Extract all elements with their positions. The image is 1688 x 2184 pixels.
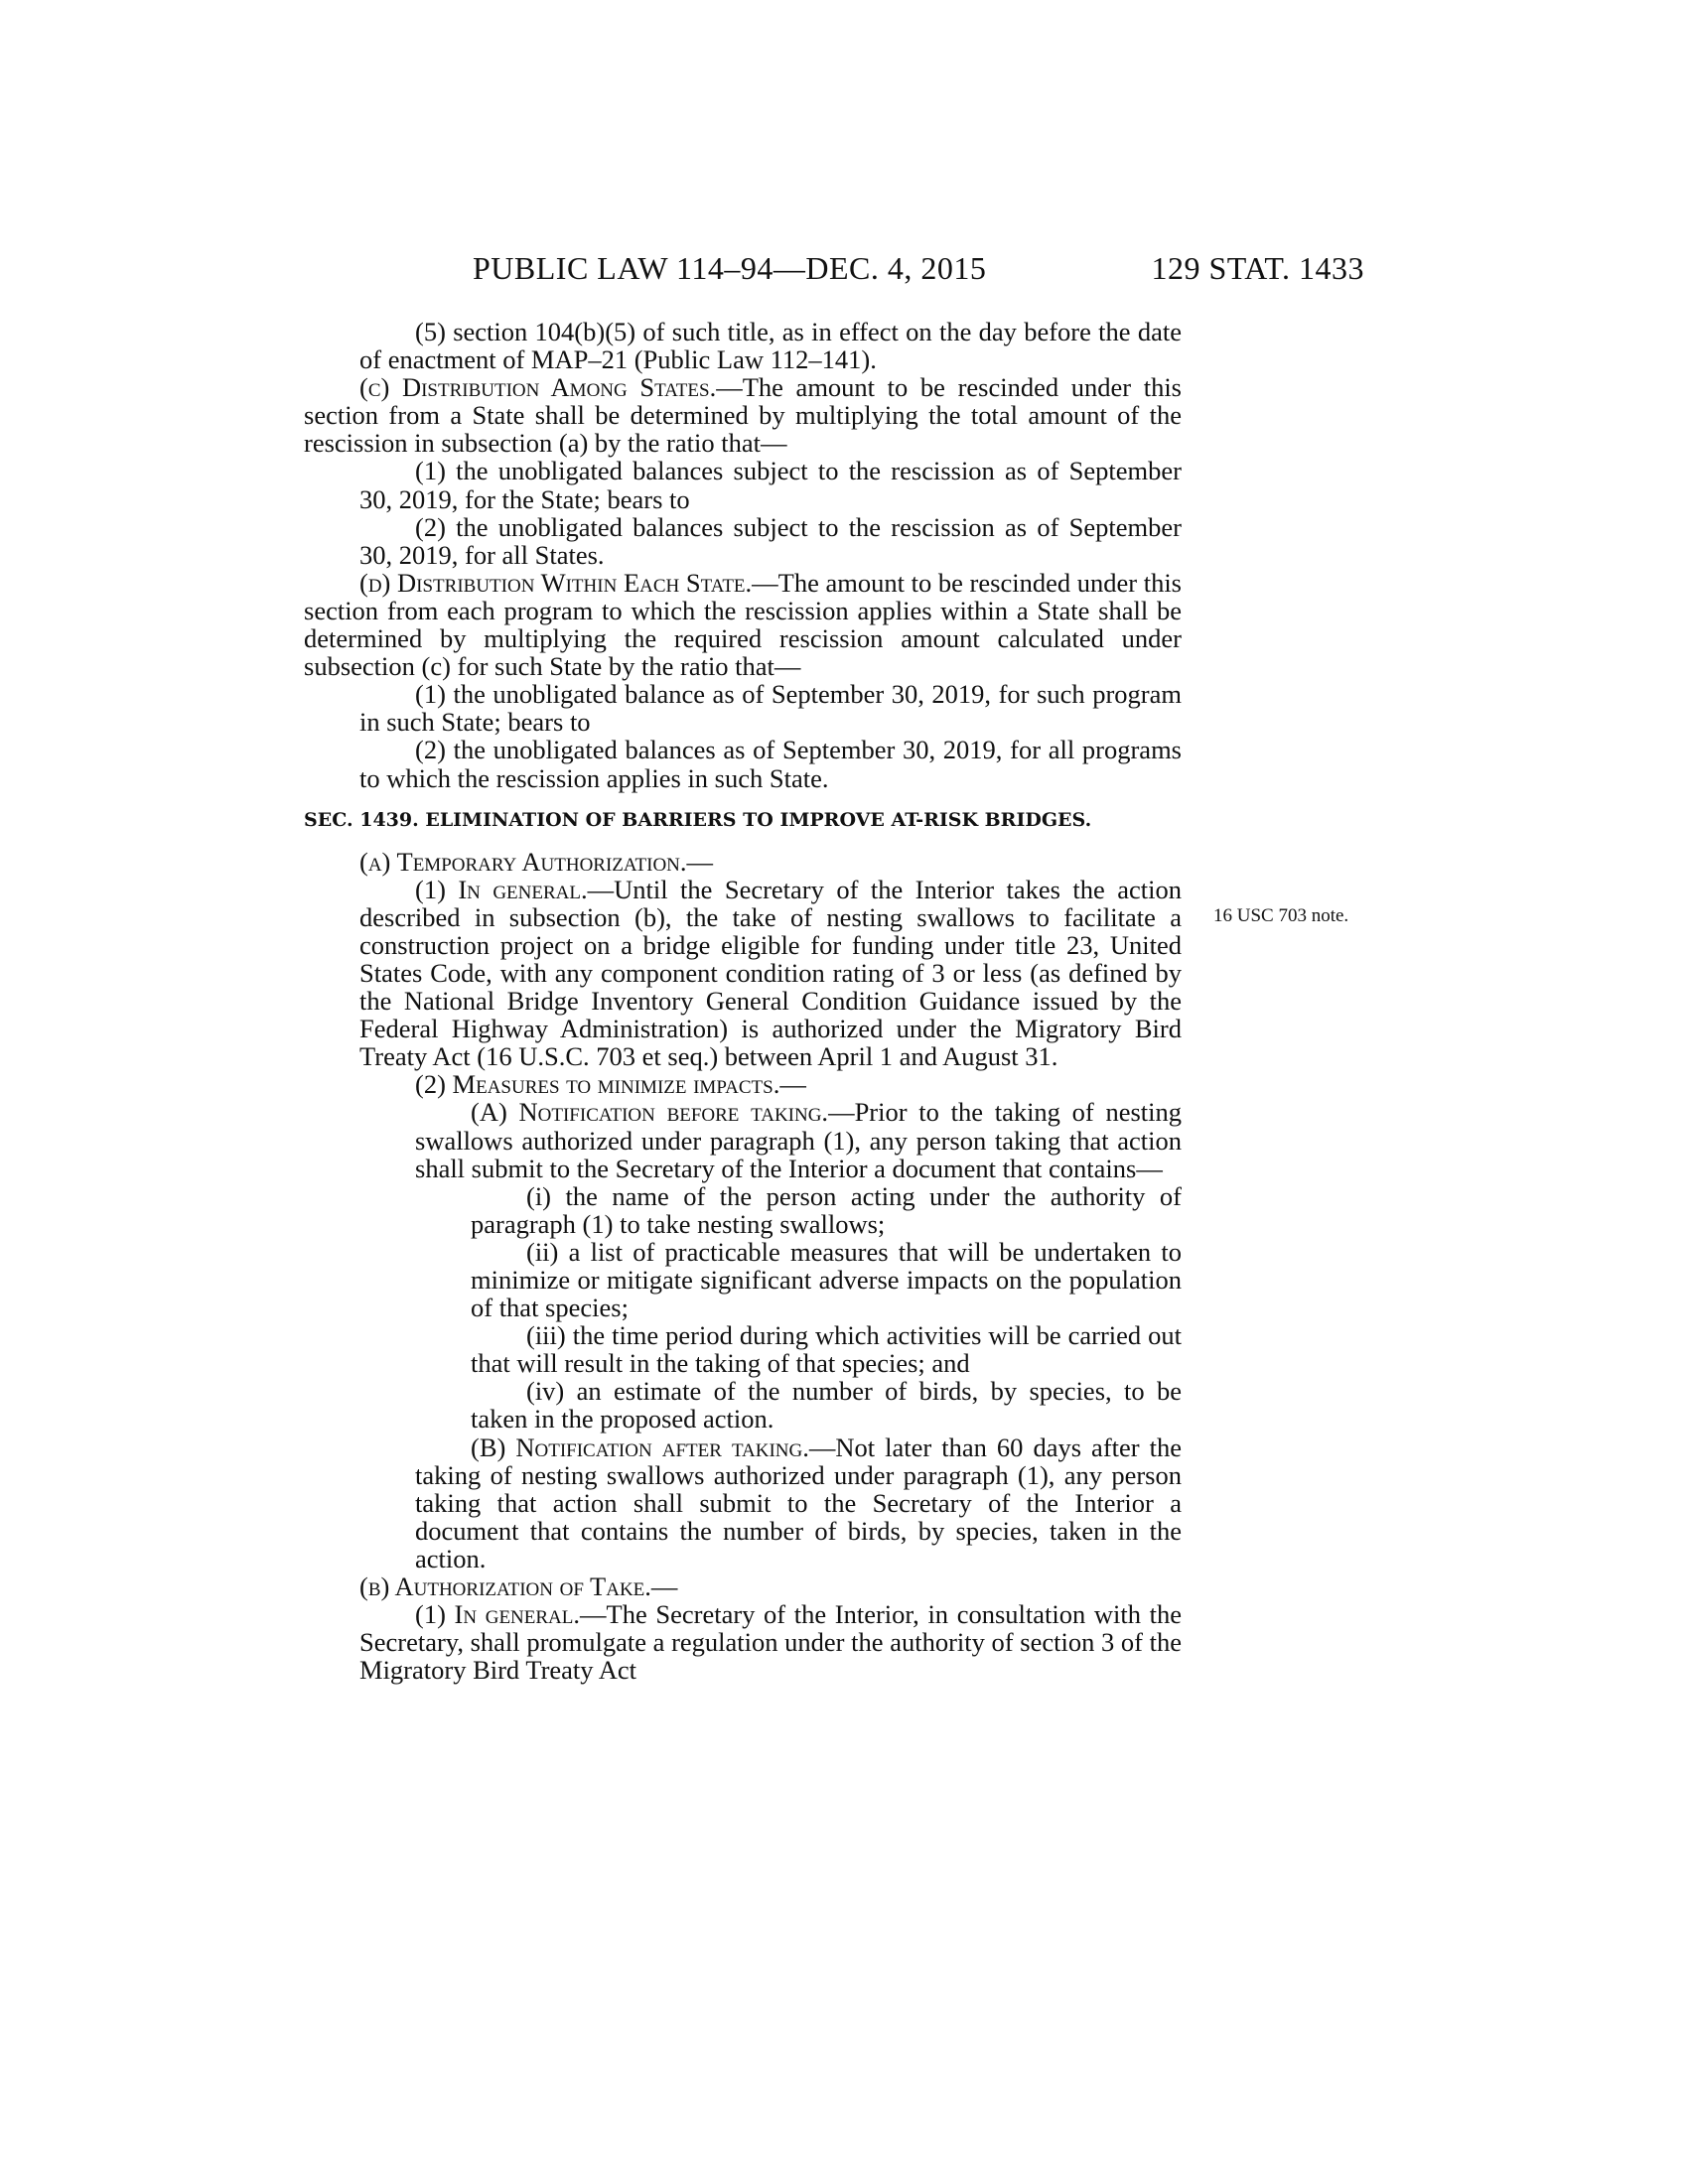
subparagraph-heading: (A) Notification before taking. (471, 1097, 829, 1128)
paragraph-heading: (1) In general. (415, 874, 588, 904)
subsection-a-paragraph-2-measures: (2) Measures to minimize impacts.— (415, 1069, 806, 1100)
page-header (0, 250, 1688, 290)
clause-iii: (iii) the time period during which activities will be carried out that will result in the taking of that species; and (471, 1320, 1182, 1379)
subsection-heading: (d) Distribution Within Each State. (359, 567, 753, 598)
subsection-a-temporary-authorization: (a) Temporary Authorization.— (359, 846, 714, 877)
paragraph-heading: (2) Measures to minimize impacts. (415, 1069, 780, 1100)
subsection-c-paragraph-2: (2) the unobligated balances subject to the rescission as of September 30, 2019, for all States. (359, 511, 1182, 570)
section-1439-heading: SEC. 1439. ELIMINATION OF BARRIERS TO IMPROVE AT-RISK BRIDGES. (304, 808, 1092, 831)
subsection-d-distribution-within-each-state: (d) Distribution Within Each State.—The amount to be rescinded under this section from each program to which the rescission applies within a State shall be determined by multiplying the required rescission amount calculated under subsection (c) for such State by the ratio that— (304, 567, 1182, 682)
document-body (304, 318, 1182, 1684)
subsection-a-paragraph-1-in-general: (1) In general.—Until the Secretary of the Interior takes the action described in subsection (b), the take of nesting swallows to facilitate a construction project on a bridge eligible for funding under title 23, United States Code, with any component condition rating of 3 or less (as defined by the National Bridge Inventory General Condition Guidance issued by the Federal Highway Administration) is authorized under the Migratory Bird Treaty Act (16 U.S.C. 703 et seq.) between April 1 and August 31. (359, 874, 1182, 1072)
clause-iv: (iv) an estimate of the number of birds, by species, to be taken in the proposed action. (471, 1376, 1182, 1434)
subparagraph-a-notification-before-taking: (A) Notification before taking.—Prior to the taking of nesting swallows authorized under paragraph (1), any person taking that action shall submit to the Secretary of the Interior a document that contains— (415, 1097, 1182, 1183)
subsection-c-paragraph-1: (1) the unobligated balances subject to the rescission as of September 30, 2019, for the State; bears to (359, 456, 1182, 514)
paragraph-5-section-104: (5) section 104(b)(5) of such title, as in effect on the day before the date of enactment of MAP–21 (Public Law 112–141). (359, 317, 1182, 375)
clause-i: (i) the name of the person acting under the authority of paragraph (1) to take nesting swallows; (471, 1180, 1182, 1239)
subsection-heading: (b) Authorization of Take. (359, 1571, 651, 1602)
subsection-c-distribution-among-states: (c) Distribution Among States.—The amount to be rescinded under this section from a State shall be determined by multiplying the total amount of the rescission in subsection (a) by the ratio that— (304, 372, 1182, 459)
running-title: PUBLIC LAW 114–94—DEC. 4, 2015 (473, 250, 987, 286)
paragraph-heading: (1) In general. (415, 1599, 581, 1630)
subsection-d-paragraph-1: (1) the unobligated balance as of September 30, 2019, for such program in such State; bears to (359, 679, 1182, 738)
subsection-b-paragraph-1-in-general: (1) In general.—The Secretary of the Interior, in consultation with the Secretary, shall promulgate a regulation under the authority of section 3 of the Migratory Bird Treaty Act (359, 1599, 1182, 1686)
margin-citation-note: 16 USC 703 note. (1213, 905, 1349, 926)
subsection-b-authorization-of-take: (b) Authorization of Take.— (359, 1571, 678, 1602)
clause-ii: (ii) a list of practicable measures that will be undertaken to minimize or mitigate significant adverse impacts on the population of that species; (471, 1236, 1182, 1323)
statute-page-number: 129 STAT. 1433 (1151, 250, 1364, 286)
subparagraph-b-notification-after-taking: (B) Notification after taking.—Not later than 60 days after the taking of nesting swallows authorized under paragraph (1), any person taking that action shall submit to the Secretary of the Interior a document that contains the number of birds, by species, taken in the action. (415, 1432, 1182, 1573)
subparagraph-heading: (B) Notification after taking. (471, 1432, 809, 1462)
subsection-heading: (a) Temporary Authorization. (359, 846, 687, 877)
subsection-heading: (c) Distribution Among States. (359, 372, 717, 403)
subsection-d-paragraph-2: (2) the unobligated balances as of September 30, 2019, for all programs to which the rescission applies in such State. (359, 735, 1182, 793)
